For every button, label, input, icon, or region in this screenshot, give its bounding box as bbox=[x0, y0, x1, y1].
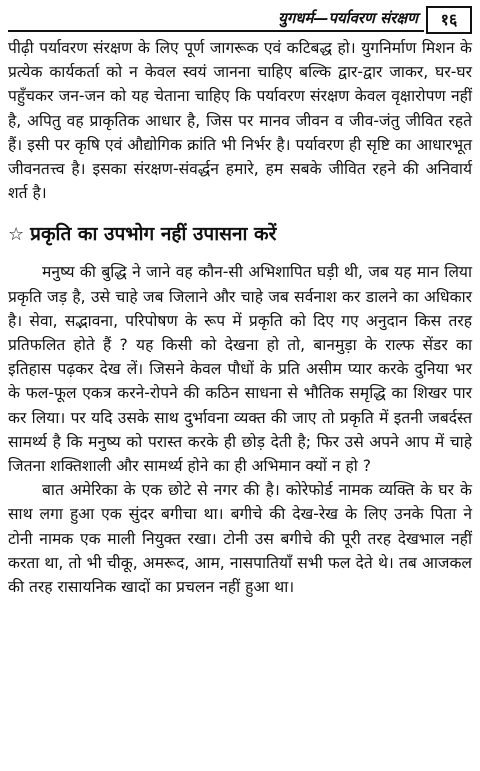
section-heading bbox=[8, 219, 472, 250]
running-title: युगधर्म—पर्यावरण संरक्षण bbox=[278, 9, 418, 27]
paragraph-america-garden: बात अमेरिका के एक छोटे से नगर की है। कोरेफोर्ड नामक व्यक्ति के घर के साथ लगा हुआ एक सुंदर बगीचा था। बगीचे की देख-रेख के लिए उनके पिता ने टोनी नामक एक माली नियुक्त रखा। टोनी उस बगीचे की पूरी तरह देखभाल नहीं करता था, तो भी चीकू, अमरूद, आम, नासपातियाँ सभी फल देते थे। तब आजकल की तरह रासायनिक खादों का प्रचलन नहीं हुआ था। bbox=[8, 481, 472, 597]
page-header bbox=[8, 4, 474, 34]
header-rule bbox=[8, 30, 424, 32]
star-outline-icon: ☆ bbox=[8, 224, 25, 246]
page-body bbox=[8, 36, 472, 599]
section-heading-text: प्रकृति का उपभोग नहीं उपासना करें bbox=[30, 223, 277, 246]
paragraph-continuation: पीढ़ी पर्यावरण संरक्षण के लिए पूर्ण जागरूक एवं कटिबद्ध हो। युगनिर्माण मिशन के प्रत्येक कार्यकर्ता को न केवल स्वयं जानना चाहिए बल्कि द्वार-द्वार जाकर, घर-घर पहुँचकर जन-जन को यह चेताना चाहिए कि पर्यावरण संरक्षण केवल वृक्षारोपण नहीं है, अपितु वह प्राकृतिक आधार है, जिस पर मानव जीवन व जीव-जंतु जीवित रहते हैं। इसी पर कृषि एवं औद्योगिक क्रांति भी निर्भर है। पर्यावरण ही सृष्टि का आधारभूत जीवनतत्त्व है। इसका संरक्षण-संवर्द्धन हमारे, हम सबके जीवित रहने की अनिवार्य शर्त है। bbox=[8, 39, 472, 203]
page-number: १६ bbox=[426, 6, 472, 34]
paragraph-human-intellect: मनुष्य की बुद्धि ने जाने वह कौन-सी अभिशापित घड़ी थी, जब यह मान लिया प्रकृति जड़ है, उसे चाहे जब जिलाने और चाहे जब सर्वनाश कर डालने का अधिकार है। सेवा, सद्भावना, परिपोषण के रूप में प्रकृति को दिए गए अनुदान किस तरह प्रतिफलित होते हैं ? यह किसी को देखना हो तो, बानमुड़ा के राल्फ सेंडर का इतिहास पढ़कर देख लें। जिसने केवल पौधों के प्रति असीम प्यार करके दुनिया भर के फल-फूल एकत्र करने-रोपने की कठिन साधना से भौतिक समृद्धि का शिखर पार कर लिया। पर यदि उसके साथ दुर्भावना व्यक्त की जाए तो प्रकृति में इतनी जबर्दस्त सामर्थ्य है कि मनुष्य को परास्त करके ही छोड़ देती है; फिर उसे अपने आप में चाहे जितना शक्तिशाली और सामर्थ्य होने का ही अभिमान क्यों न हो ? bbox=[8, 263, 472, 476]
